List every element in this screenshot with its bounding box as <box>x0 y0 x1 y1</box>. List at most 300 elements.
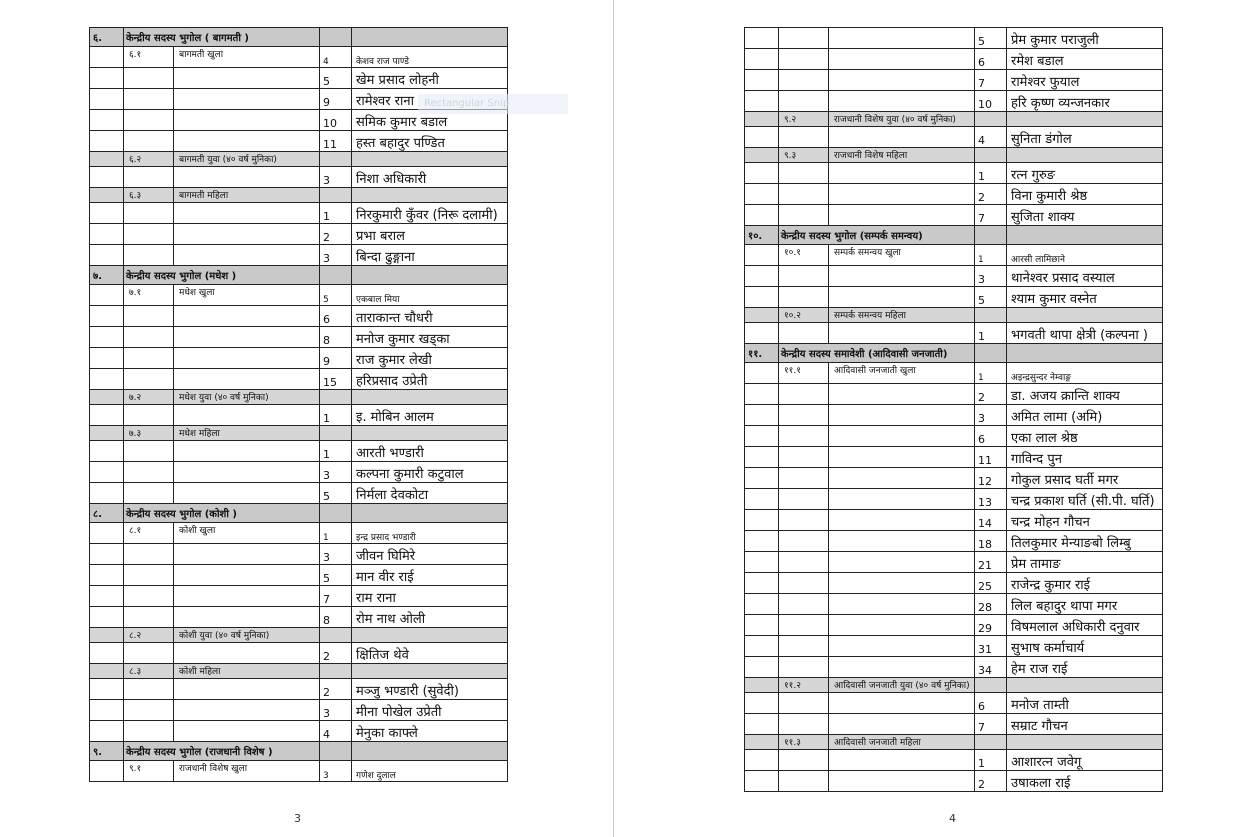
empty-cell <box>90 306 124 327</box>
rank-number: 3 <box>975 405 1007 426</box>
rank-number: 1 <box>320 203 352 224</box>
rank-number: 6 <box>975 426 1007 447</box>
subsection-code: ७.३ <box>124 426 174 441</box>
empty-cell <box>174 643 320 664</box>
empty-cell <box>1007 112 1163 127</box>
empty-cell <box>829 127 975 148</box>
rank-number: 2 <box>320 643 352 664</box>
empty-cell <box>1007 344 1163 363</box>
empty-cell <box>90 245 124 266</box>
empty-cell <box>745 163 779 184</box>
candidate-row <box>745 405 1163 426</box>
rank-number: 7 <box>975 205 1007 226</box>
candidate-row <box>90 462 508 483</box>
candidate-name: रत्न गुरुङ <box>1007 163 1163 184</box>
candidate-name: प्रेम तामाङ <box>1007 552 1163 573</box>
empty-cell <box>320 266 352 285</box>
empty-cell <box>174 441 320 462</box>
empty-cell <box>124 167 174 188</box>
candidate-name: सम्राट गौचन <box>1007 714 1163 735</box>
empty-cell <box>320 628 352 643</box>
rank-number: 1 <box>975 323 1007 344</box>
empty-cell <box>124 348 174 369</box>
candidate-row <box>745 750 1163 771</box>
candidate-name: प्रभा बराल <box>352 224 508 245</box>
empty-cell <box>745 205 779 226</box>
rank-number: 9 <box>320 348 352 369</box>
candidate-row <box>745 205 1163 226</box>
empty-cell <box>779 426 829 447</box>
empty-cell <box>829 531 975 552</box>
empty-cell <box>745 363 779 384</box>
section-header-row <box>90 266 508 285</box>
candidate-name: मनोज ताम्ती <box>1007 693 1163 714</box>
candidate-row <box>745 127 1163 148</box>
candidate-name: एकबाल मिया <box>352 285 508 306</box>
rank-number: 2 <box>975 771 1007 792</box>
rank-number: 12 <box>975 468 1007 489</box>
rank-number: 3 <box>320 245 352 266</box>
section-header-row <box>90 742 508 761</box>
subsection-title: राजधानी विशेष खुला <box>174 761 320 782</box>
candidate-name: इन्द्र प्रसाद भण्डारी <box>352 523 508 544</box>
rank-number: 15 <box>320 369 352 390</box>
empty-cell <box>829 594 975 615</box>
candidate-name: अइन्द्रसुन्दर नेम्वाङ्ग <box>1007 363 1163 384</box>
empty-cell <box>174 306 320 327</box>
empty-cell <box>745 447 779 468</box>
rank-number: 18 <box>975 531 1007 552</box>
page-number: 4 <box>949 812 956 825</box>
candidate-name: तिलकुमार मेन्याङबो लिम्बु <box>1007 531 1163 552</box>
empty-cell <box>829 28 975 49</box>
candidate-row <box>90 224 508 245</box>
candidate-row <box>90 68 508 89</box>
candidate-row <box>745 91 1163 112</box>
section-title: केन्द्रीय सदस्य भुगोल (कोशी ) <box>124 504 320 523</box>
rank-number: 5 <box>975 28 1007 49</box>
rank-number: 2 <box>320 679 352 700</box>
candidate-name: रामेश्वर राना <box>352 89 508 110</box>
empty-cell <box>90 761 124 782</box>
empty-cell <box>90 348 124 369</box>
empty-cell <box>174 586 320 607</box>
empty-cell <box>779 636 829 657</box>
empty-cell <box>174 483 320 504</box>
candidate-name: थानेश्वर प्रसाद वस्याल <box>1007 266 1163 287</box>
candidate-name: निरकुमारी कुँवर (निरू दलामी) <box>352 203 508 224</box>
rank-number: 2 <box>320 224 352 245</box>
empty-cell <box>745 771 779 792</box>
candidate-row <box>745 384 1163 405</box>
candidate-name: चन्द्र मोहन गौचन <box>1007 510 1163 531</box>
empty-cell <box>174 369 320 390</box>
candidate-row <box>90 607 508 628</box>
candidate-name: अमित लामा (अमि) <box>1007 405 1163 426</box>
candidate-name: ताराकान्त चौधरी <box>352 306 508 327</box>
rank-number: 4 <box>320 721 352 742</box>
candidate-row <box>90 306 508 327</box>
candidate-name: मञ्जु भण्डारी (सुवेदी) <box>352 679 508 700</box>
empty-cell <box>90 544 124 565</box>
empty-cell <box>829 657 975 678</box>
section-number: १०. <box>745 226 779 245</box>
empty-cell <box>124 441 174 462</box>
subsection-title: मधेश युवा (४० वर्ष मुनिका) <box>174 390 320 405</box>
empty-cell <box>174 679 320 700</box>
empty-cell <box>90 68 124 89</box>
empty-cell <box>124 110 174 131</box>
rank-number: 3 <box>320 761 352 782</box>
candidate-name: लिल बहादुर थापा मगर <box>1007 594 1163 615</box>
empty-cell <box>174 89 320 110</box>
empty-cell <box>779 384 829 405</box>
candidate-row <box>90 721 508 742</box>
candidate-name: सुभाष कर्माचार्य <box>1007 636 1163 657</box>
candidate-name: राम राना <box>352 586 508 607</box>
candidate-row <box>745 28 1163 49</box>
empty-cell <box>320 152 352 167</box>
candidate-name: हस्त बहादुर पण्डित <box>352 131 508 152</box>
subsection-header-row <box>745 735 1163 750</box>
rank-number: 3 <box>975 266 1007 287</box>
candidate-name: निशा अधिकारी <box>352 167 508 188</box>
subsection-code: ८.१ <box>124 523 174 544</box>
candidate-row <box>745 70 1163 91</box>
empty-cell <box>745 266 779 287</box>
empty-cell <box>779 127 829 148</box>
candidate-row <box>745 615 1163 636</box>
subsection-code: ९.३ <box>779 148 829 163</box>
candidate-name: एका लाल श्रेष्ठ <box>1007 426 1163 447</box>
empty-cell <box>779 750 829 771</box>
empty-cell <box>174 203 320 224</box>
subsection-title: कोशी खुला <box>174 523 320 544</box>
snip-overlay-label: Rectangular Snip <box>418 94 568 114</box>
candidate-name: समिक कुमार बडाल <box>352 110 508 131</box>
candidate-row <box>90 679 508 700</box>
empty-cell <box>829 693 975 714</box>
empty-cell <box>779 531 829 552</box>
candidate-row <box>745 573 1163 594</box>
empty-cell <box>90 131 124 152</box>
candidate-row <box>90 643 508 664</box>
subsection-title: सम्पर्क समन्वय खुला <box>829 245 975 266</box>
empty-cell <box>90 643 124 664</box>
empty-cell <box>352 390 508 405</box>
empty-cell <box>779 205 829 226</box>
empty-cell <box>90 224 124 245</box>
empty-cell <box>745 384 779 405</box>
empty-cell <box>174 167 320 188</box>
empty-cell <box>174 245 320 266</box>
empty-cell <box>975 735 1007 750</box>
candidate-row <box>745 287 1163 308</box>
empty-cell <box>320 28 352 47</box>
candidate-row <box>745 510 1163 531</box>
empty-cell <box>90 700 124 721</box>
empty-cell <box>90 483 124 504</box>
empty-cell <box>829 468 975 489</box>
candidate-row <box>745 266 1163 287</box>
candidate-row <box>745 657 1163 678</box>
candidate-name: गणेश दुलाल <box>352 761 508 782</box>
empty-cell <box>90 565 124 586</box>
candidate-name: बिन्दा ढुङ्गाना <box>352 245 508 266</box>
empty-cell <box>90 441 124 462</box>
subsection-code: १०.१ <box>779 245 829 266</box>
empty-cell <box>90 152 124 167</box>
section-header-row <box>90 504 508 523</box>
empty-cell <box>1007 148 1163 163</box>
empty-cell <box>90 89 124 110</box>
subsection-title: मधेश महिला <box>174 426 320 441</box>
candidate-name: गोकुल प्रसाद घर्ती मगर <box>1007 468 1163 489</box>
empty-cell <box>745 489 779 510</box>
candidate-row <box>745 468 1163 489</box>
candidate-name: विना कुमारी श्रेष्ठ <box>1007 184 1163 205</box>
subsection-header-row <box>745 148 1163 163</box>
empty-cell <box>745 573 779 594</box>
rank-number: 3 <box>320 167 352 188</box>
empty-cell <box>352 664 508 679</box>
empty-cell <box>779 70 829 91</box>
empty-cell <box>779 552 829 573</box>
section-number: ९. <box>90 742 124 761</box>
subsection-header-row <box>745 112 1163 127</box>
empty-cell <box>124 544 174 565</box>
rank-number: 3 <box>320 544 352 565</box>
candidate-row <box>90 544 508 565</box>
empty-cell <box>829 552 975 573</box>
candidate-row <box>90 167 508 188</box>
empty-cell <box>174 721 320 742</box>
rank-number: 3 <box>320 462 352 483</box>
empty-cell <box>174 327 320 348</box>
rank-number: 13 <box>975 489 1007 510</box>
rank-number: 8 <box>320 607 352 628</box>
candidate-name: मेनुका काफ्ले <box>352 721 508 742</box>
empty-cell <box>829 447 975 468</box>
empty-cell <box>90 167 124 188</box>
empty-cell <box>352 152 508 167</box>
subsection-title: कोशी महिला <box>174 664 320 679</box>
rank-number: 2 <box>975 184 1007 205</box>
candidate-name: विषमलाल अधिकारी दनुवार <box>1007 615 1163 636</box>
empty-cell <box>745 287 779 308</box>
subsection-code: ६.२ <box>124 152 174 167</box>
candidate-name: निर्मला देवकोटा <box>352 483 508 504</box>
empty-cell <box>779 323 829 344</box>
subsection-title: आदिवासी जनजाती युवा (४० वर्ष मुनिका) <box>829 678 975 693</box>
empty-cell <box>745 750 779 771</box>
empty-cell <box>90 426 124 441</box>
empty-cell <box>779 266 829 287</box>
candidate-name: राजेन्द्र कुमार राई <box>1007 573 1163 594</box>
rank-number: 3 <box>320 700 352 721</box>
rank-number: 9 <box>320 89 352 110</box>
empty-cell <box>779 28 829 49</box>
subsection-code: ७.१ <box>124 285 174 306</box>
rank-number: 4 <box>320 47 352 68</box>
empty-cell <box>829 266 975 287</box>
subsection-code: ९.१ <box>124 761 174 782</box>
candidate-name: क्षितिज थेवे <box>352 643 508 664</box>
candidate-row <box>90 700 508 721</box>
empty-cell <box>975 226 1007 245</box>
rank-number: 34 <box>975 657 1007 678</box>
empty-cell <box>352 28 508 47</box>
empty-cell <box>829 636 975 657</box>
candidate-name: जीवन घिमिरे <box>352 544 508 565</box>
empty-cell <box>745 615 779 636</box>
empty-cell <box>779 594 829 615</box>
page-divider <box>613 0 614 837</box>
empty-cell <box>829 287 975 308</box>
rank-number: 11 <box>320 131 352 152</box>
empty-cell <box>124 483 174 504</box>
subsection-row <box>90 285 508 306</box>
subsection-title: मधेश खुला <box>174 285 320 306</box>
empty-cell <box>745 49 779 70</box>
rank-number: 14 <box>975 510 1007 531</box>
rank-number: 2 <box>975 384 1007 405</box>
empty-cell <box>829 771 975 792</box>
subsection-header-row <box>90 152 508 167</box>
empty-cell <box>975 148 1007 163</box>
rank-number: 5 <box>320 285 352 306</box>
subsection-row <box>745 245 1163 266</box>
section-number: ११. <box>745 344 779 363</box>
empty-cell <box>829 714 975 735</box>
empty-cell <box>90 110 124 131</box>
empty-cell <box>975 678 1007 693</box>
rank-number: 31 <box>975 636 1007 657</box>
candidate-name: रमेश बडाल <box>1007 49 1163 70</box>
empty-cell <box>829 70 975 91</box>
candidate-table-left <box>89 27 508 782</box>
empty-cell <box>174 565 320 586</box>
section-title: केन्द्रीय सदस्य भुगोल (राजधानी विशेष ) <box>124 742 320 761</box>
empty-cell <box>320 664 352 679</box>
candidate-row <box>745 49 1163 70</box>
rank-number: 1 <box>320 405 352 426</box>
empty-cell <box>745 184 779 205</box>
rank-number: 7 <box>975 70 1007 91</box>
section-title: केन्द्रीय सदस्य समावेशी (आदिवासी जनजाती) <box>779 344 975 363</box>
empty-cell <box>90 327 124 348</box>
empty-cell <box>779 405 829 426</box>
rank-number: 1 <box>320 523 352 544</box>
empty-cell <box>779 489 829 510</box>
candidate-row <box>745 594 1163 615</box>
empty-cell <box>90 721 124 742</box>
subsection-code: ६.३ <box>124 188 174 203</box>
candidate-row <box>90 565 508 586</box>
subsection-header-row <box>745 678 1163 693</box>
empty-cell <box>745 552 779 573</box>
rank-number: 5 <box>320 68 352 89</box>
empty-cell <box>779 91 829 112</box>
empty-cell <box>124 643 174 664</box>
rank-number: 1 <box>975 750 1007 771</box>
candidate-name: मान वीर राई <box>352 565 508 586</box>
rank-number: 1 <box>975 245 1007 266</box>
empty-cell <box>174 131 320 152</box>
empty-cell <box>124 700 174 721</box>
candidate-row <box>90 483 508 504</box>
candidate-row <box>745 426 1163 447</box>
subsection-title: बागमती खुला <box>174 47 320 68</box>
empty-cell <box>829 426 975 447</box>
empty-cell <box>975 344 1007 363</box>
rank-number: 28 <box>975 594 1007 615</box>
empty-cell <box>124 68 174 89</box>
candidate-row <box>90 348 508 369</box>
empty-cell <box>90 664 124 679</box>
empty-cell <box>745 468 779 489</box>
subsection-title: राजधानी विशेष महिला <box>829 148 975 163</box>
empty-cell <box>829 384 975 405</box>
candidate-name: हरि कृष्ण व्यन्जनकार <box>1007 91 1163 112</box>
empty-cell <box>975 308 1007 323</box>
rank-number: 7 <box>975 714 1007 735</box>
empty-cell <box>124 565 174 586</box>
subsection-code: ११.१ <box>779 363 829 384</box>
empty-cell <box>124 586 174 607</box>
section-number: ८. <box>90 504 124 523</box>
rank-number: 6 <box>975 693 1007 714</box>
empty-cell <box>829 49 975 70</box>
empty-cell <box>174 110 320 131</box>
empty-cell <box>174 700 320 721</box>
empty-cell <box>829 615 975 636</box>
empty-cell <box>745 405 779 426</box>
subsection-header-row <box>90 390 508 405</box>
empty-cell <box>90 462 124 483</box>
empty-cell <box>320 188 352 203</box>
empty-cell <box>174 544 320 565</box>
empty-cell <box>124 131 174 152</box>
rank-number: 6 <box>975 49 1007 70</box>
empty-cell <box>124 405 174 426</box>
empty-cell <box>779 657 829 678</box>
empty-cell <box>90 679 124 700</box>
candidate-row <box>745 489 1163 510</box>
candidate-row <box>745 447 1163 468</box>
empty-cell <box>829 750 975 771</box>
subsection-header-row <box>90 664 508 679</box>
candidate-name: रामेश्वर फुयाल <box>1007 70 1163 91</box>
subsection-title: राजधानी विशेष युवा (४० वर्ष मुनिका) <box>829 112 975 127</box>
empty-cell <box>90 369 124 390</box>
empty-cell <box>779 184 829 205</box>
rank-number: 5 <box>320 483 352 504</box>
subsection-header-row <box>745 308 1163 323</box>
candidate-row <box>745 714 1163 735</box>
candidate-name: सुजिता शाक्य <box>1007 205 1163 226</box>
candidate-name: श्याम कुमार वस्नेत <box>1007 287 1163 308</box>
candidate-row <box>90 405 508 426</box>
candidate-name: केशव राज पाण्डे <box>352 47 508 68</box>
rank-number: 5 <box>975 287 1007 308</box>
empty-cell <box>829 184 975 205</box>
empty-cell <box>90 285 124 306</box>
empty-cell <box>90 390 124 405</box>
candidate-table-right <box>744 27 1163 792</box>
subsection-title: बागमती युवा (४० वर्ष मुनिका) <box>174 152 320 167</box>
empty-cell <box>779 615 829 636</box>
